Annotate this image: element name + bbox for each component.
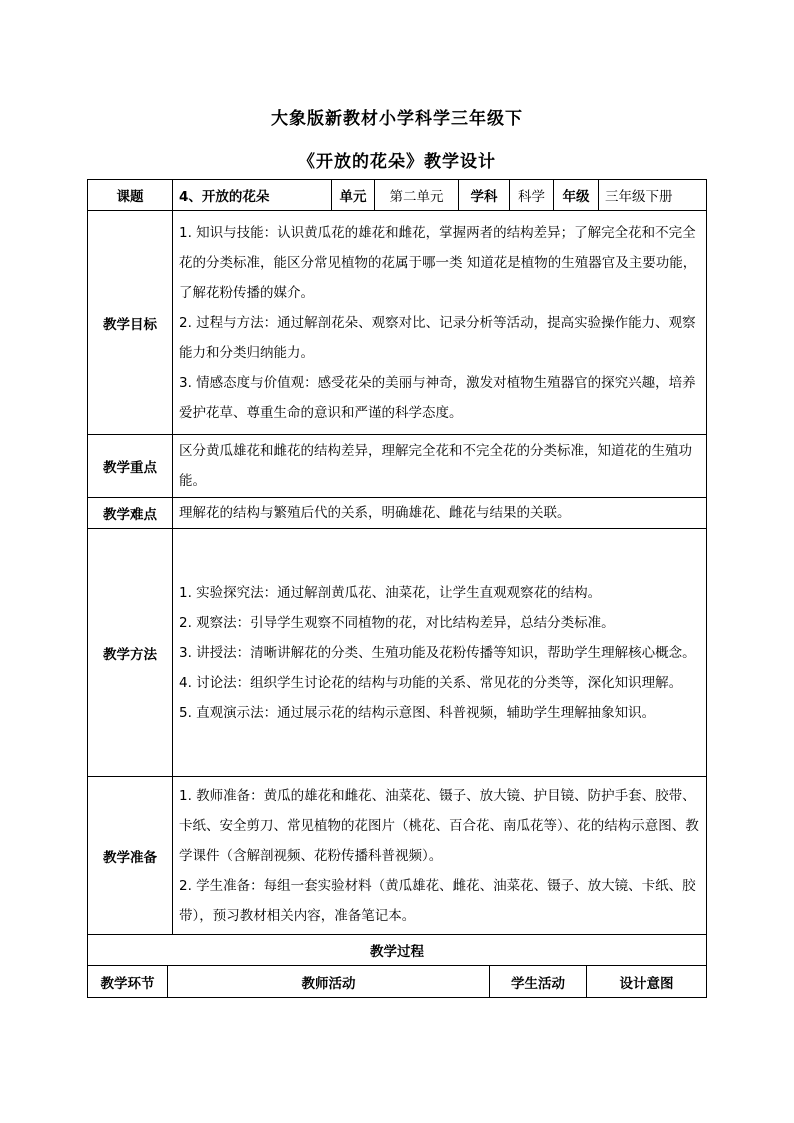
method-item: 5. 直观演示法：通过展示花的结构示意图、科普视频，辅助学生理解抽象知识。 xyxy=(179,704,656,721)
label-subject: 学科 xyxy=(459,180,510,210)
preparation-item: 1. 教师准备：黄瓜的雄花和雌花、油菜花、镊子、放大镜、护目镜、防护手套、胶带、卡纸、安全剪刀、常见植物的花图片（桃花、百合花、南瓜花等）、花的结构示意图、教学课件（含解剖视频、花粉传播科普视频）。 xyxy=(179,787,699,864)
key-points-row xyxy=(88,435,706,498)
methods-label: 教学方法 xyxy=(88,529,173,776)
method-item: 1. 实验探究法：通过解剖黄瓜花、油菜花，让学生直观观察花的结构。 xyxy=(179,584,602,601)
objectives-label: 教学目标 xyxy=(88,211,173,434)
label-grade: 年级 xyxy=(554,180,599,210)
method-item: 4. 讨论法：组织学生讨论花的结构与功能的关系、常见花的分类等，深化知识理解。 xyxy=(179,674,683,691)
methods-content xyxy=(173,529,706,776)
document-subtitle: 《开放的花朵》教学设计 xyxy=(298,152,496,172)
unit-value: 第二单元 xyxy=(375,180,459,210)
preparation-row xyxy=(88,777,706,935)
document-title: 大象版新教材小学科学三年级下 xyxy=(271,109,523,129)
objectives-content xyxy=(173,211,706,434)
preparation-label: 教学准备 xyxy=(88,777,173,934)
difficulties-text: 理解花的结构与繁殖后代的关系，明确雄花、雌花与结果的关联。 xyxy=(179,505,571,521)
methods-row xyxy=(88,529,706,777)
method-item: 3. 讲授法：清晰讲解花的分类、生殖功能及花粉传播等知识，帮助学生理解核心概念。 xyxy=(179,644,696,661)
objectives-row xyxy=(88,211,706,435)
col-student: 学生活动 xyxy=(490,966,587,997)
objective-item: 3. 情感态度与价值观：感受花朵的美丽与神奇，激发对植物生殖器官的探究兴趣，培养爱护花草、尊重生命的意识和严谨的科学态度。 xyxy=(179,374,696,421)
process-title-row xyxy=(88,935,706,966)
difficulties-content xyxy=(173,498,706,528)
objective-item: 2. 过程与方法：通过解剖花朵、观察对比、记录分析等活动，提高实验操作能力、观察能力和分类归纳能力。 xyxy=(179,314,696,361)
header-row xyxy=(88,180,706,211)
preparation-item: 2. 学生准备：每组一套实验材料（黄瓜雄花、雌花、油菜花、镊子、放大镜、卡纸、胶带），预习教材相关内容，准备笔记本。 xyxy=(179,877,696,924)
subject-value: 科学 xyxy=(510,180,554,210)
preparation-content xyxy=(173,777,706,934)
difficulties-label: 教学难点 xyxy=(88,498,173,528)
topic-value: 4、开放的花朵 xyxy=(173,180,332,210)
objective-item: 1. 知识与技能：认识黄瓜花的雄花和雌花，掌握两者的结构差异；了解完全花和不完全花的分类标准，能区分常见植物的花属于哪一类 知道花是植物的生殖器官及主要功能，了解花粉传播的媒介。 xyxy=(179,224,697,301)
key-points-content xyxy=(173,435,706,497)
key-points-text: 区分黄瓜雄花和雌花的结构差异，理解完全花和不完全花的分类标准，知道花的生殖功能。 xyxy=(179,443,692,489)
grade-value: 三年级下册 xyxy=(605,189,673,205)
process-title: 教学过程 xyxy=(370,944,424,960)
difficulties-row xyxy=(88,498,706,529)
label-topic: 课题 xyxy=(88,180,173,210)
process-header-row xyxy=(88,966,706,997)
key-points-label: 教学重点 xyxy=(88,435,173,497)
method-item: 2. 观察法：引导学生观察不同植物的花，对比结构差异，总结分类标准。 xyxy=(179,614,615,631)
label-unit: 单元 xyxy=(332,180,375,210)
col-stage: 教学环节 xyxy=(88,966,168,997)
col-intent: 设计意图 xyxy=(619,975,674,992)
lesson-plan-table xyxy=(87,179,707,998)
col-teacher: 教师活动 xyxy=(168,966,490,997)
